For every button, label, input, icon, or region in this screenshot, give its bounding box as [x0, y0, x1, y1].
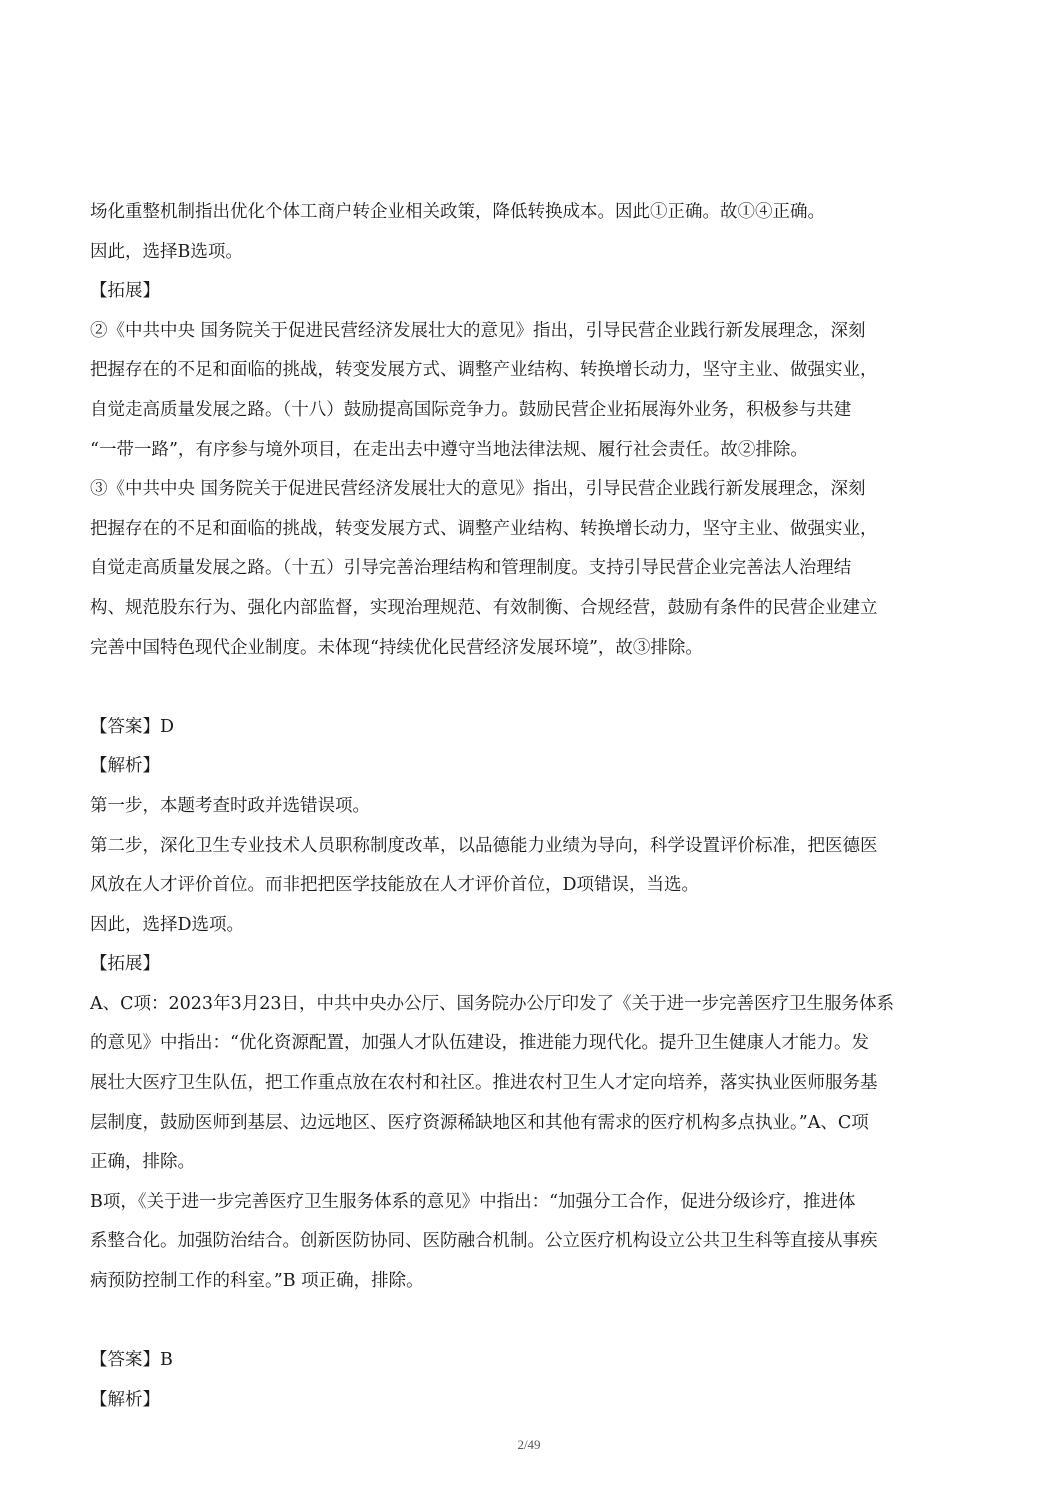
text-line: 系整合化。加强防治结合。创新医防协同、医防融合机制。公立医疗机构设立公共卫生科等直接从事疾	[90, 1231, 878, 1252]
text-line: A、C项：2023年3月23日，中共中央办公厅、国务院办公厅印发了《关于进一步完善医疗卫生服务体系	[90, 993, 894, 1014]
text-line: 把握存在的不足和面临的挑战，转变发展方式、调整产业结构、转换增长动力，坚守主业、做强实业，	[90, 518, 878, 539]
analysis-heading: 【解析】	[90, 756, 160, 777]
text-line: 风放在人才评价首位。而非把把医学技能放在人才评价首位，D项错误，当选。	[90, 875, 700, 896]
text-line: 第二步，深化卫生专业技术人员职称制度改革，以品德能力业绩为导向，科学设置评价标准，把医德医	[90, 835, 878, 856]
answer-heading: 【答案】B	[90, 1350, 173, 1371]
paragraph-gap	[90, 1302, 968, 1342]
page-number: 2/49	[517, 1437, 541, 1452]
document-body	[90, 193, 968, 1420]
extension-heading: 【拓展】	[90, 281, 160, 302]
text-line: 构、规范股东行为、强化内部监督，实现治理规范、有效制衡、合规经营，鼓励有条件的民营企业建立	[90, 597, 878, 618]
text-line: 层制度，鼓励医师到基层、边远地区、医疗资源稀缺地区和其他有需求的医疗机构多点执业。”A、C项	[90, 1112, 869, 1133]
analysis-heading: 【解析】	[90, 1389, 160, 1410]
text-line: “一带一路”，有序参与境外项目，在走出去中遵守当地法律法规、履行社会责任。故②排除。	[90, 439, 808, 460]
text-line: 第一步，本题考查时政并选错误项。	[90, 795, 370, 816]
text-line: 的意见》中指出：“优化资源配置，加强人才队伍建设，推进能力现代化。提升卫生健康人才能力。发	[90, 1033, 869, 1054]
text-line: ②《中共中央 国务院关于促进民营经济发展壮大的意见》指出，引导民营企业践行新发展理念，深刻	[90, 320, 866, 341]
text-line: 自觉走高质量发展之路。（十五）引导完善治理结构和管理制度。支持引导民营企业完善法人治理结	[90, 558, 852, 579]
text-line: ③《中共中央 国务院关于促进民营经济发展壮大的意见》指出，引导民营企业践行新发展理念，深刻	[90, 479, 866, 500]
text-line: 展壮大医疗卫生队伍，把工作重点放在农村和社区。推进农村卫生人才定向培养，落实执业医师服务基	[90, 1073, 878, 1094]
answer-heading: 【答案】D	[90, 716, 175, 737]
text-line: 因此，选择B选项。	[90, 241, 243, 262]
text-line: 场化重整机制指出优化个体工商户转企业相关政策，降低转换成本。因此①正确。故①④正确。	[90, 202, 825, 222]
paragraph-gap	[90, 668, 968, 708]
text-line: 完善中国特色现代企业制度。未体现“持续优化民营经济发展环境”，故③排除。	[90, 637, 703, 658]
text-line: 病预防控制工作的科室。”B 项正确，排除。	[90, 1271, 424, 1292]
text-line: B项，《关于进一步完善医疗卫生服务体系的意见》中指出：“加强分工合作，促进分级诊疗，推进体	[90, 1191, 856, 1212]
text-line: 把握存在的不足和面临的挑战，转变发展方式、调整产业结构、转换增长动力，坚守主业、做强实业，	[90, 360, 878, 381]
text-line: 正确，排除。	[90, 1152, 195, 1173]
text-line: 自觉走高质量发展之路。（十八）鼓励提高国际竞争力。鼓励民营企业拓展海外业务，积极参与共建	[90, 399, 852, 420]
extension-heading: 【拓展】	[90, 954, 160, 975]
text-line: 因此，选择D选项。	[90, 914, 245, 935]
